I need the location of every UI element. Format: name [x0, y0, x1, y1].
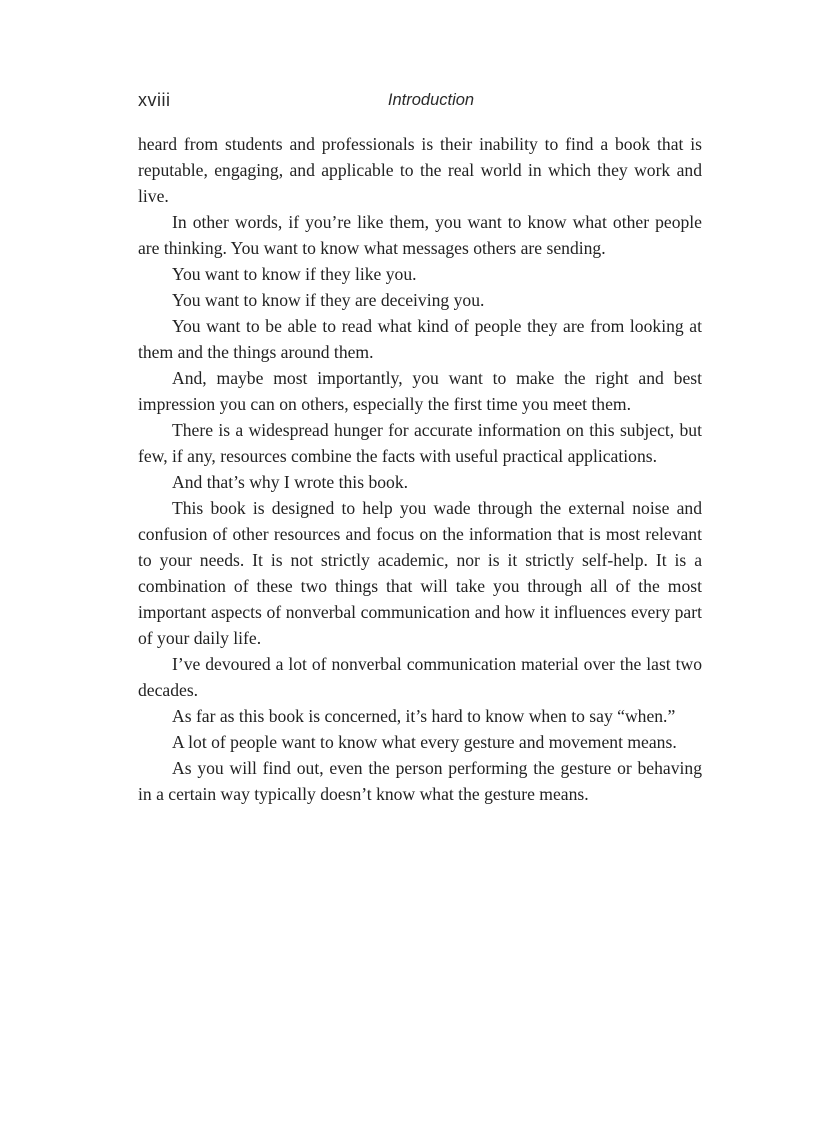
paragraph: You want to know if they are deceiving you.: [172, 290, 485, 310]
paragraph: And, maybe most importantly, you want to make the right and best impression you can on others, especially the first time you meet them.: [138, 368, 702, 414]
running-title: Introduction: [387, 91, 475, 109]
paragraph: And that’s why I wrote this book.: [172, 472, 409, 492]
running-head: [138, 88, 702, 112]
page-number: xviii: [138, 90, 171, 110]
paragraph: A lot of people want to know what every gesture and movement means.: [172, 732, 677, 752]
body-text: [138, 131, 702, 807]
paragraph: This book is designed to help you wade through the external noise and confusion of other resources and focus on the information that is most relevant to your needs. It is not strictly academic, nor is it strictly self-help. It is a combination of these two things that will take you through all of the most important aspects of nonverbal communication and how it influences every part of your daily life.: [138, 498, 702, 648]
paragraph: In other words, if you’re like them, you want to know what other people are thinking. You want to know what messages others are sending.: [138, 212, 702, 258]
paragraph: As far as this book is concerned, it’s hard to know when to say “when.”: [172, 706, 676, 726]
paragraph-continued: heard from students and professionals is their inability to find a book that is reputable, engaging, and applicable to the real world in which they work and live.: [138, 134, 702, 206]
paragraph: As you will find out, even the person performing the gesture or behaving in a certain way typically doesn’t know what the gesture means.: [138, 758, 702, 804]
paragraph: I’ve devoured a lot of nonverbal communication material over the last two decades.: [138, 654, 702, 700]
paragraph: There is a widespread hunger for accurate information on this subject, but few, if any, resources combine the facts with useful practical applications.: [138, 420, 702, 466]
paragraph: You want to know if they like you.: [172, 264, 417, 284]
paragraph: You want to be able to read what kind of people they are from looking at them and the things around them.: [138, 316, 702, 362]
